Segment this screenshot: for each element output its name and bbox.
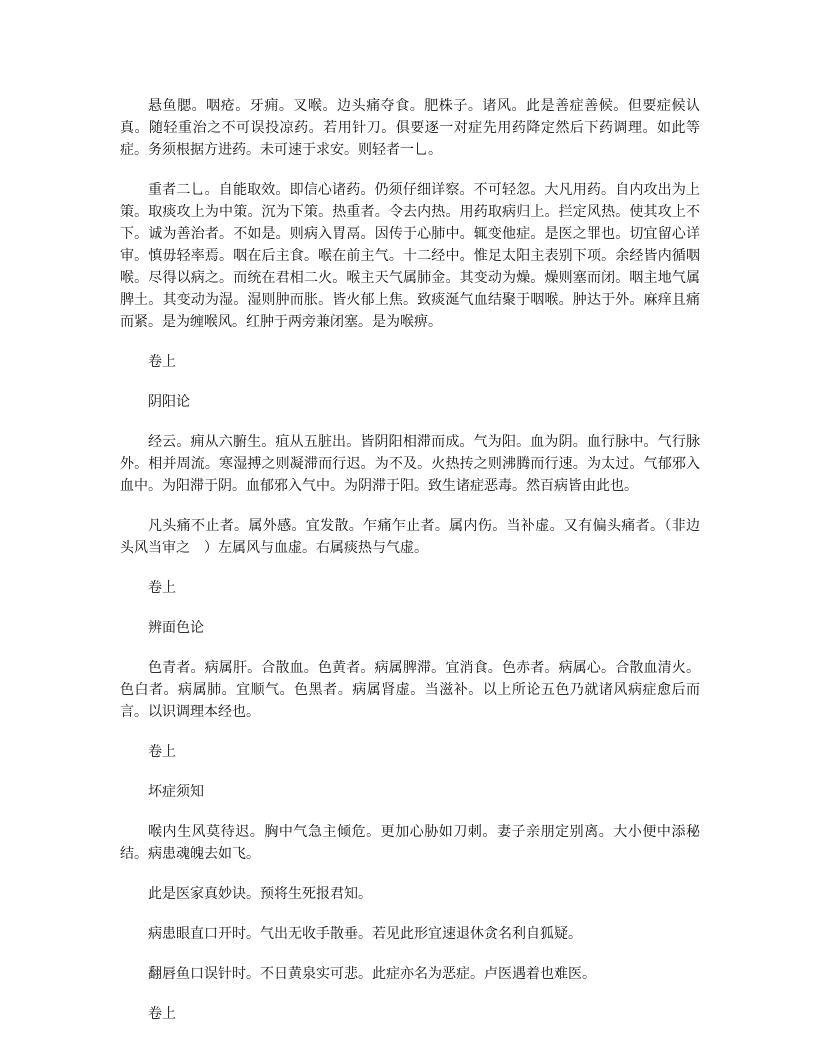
- paragraph: 病患眼直口开时。气出无收手散垂。若见此形宜速退休贪名利自狐疑。: [148, 926, 582, 942]
- volume-label: 卷上: [148, 1006, 176, 1022]
- section-title: 坏症须知: [148, 784, 204, 800]
- paragraph: 此是医家真妙诀。预将生死报君知。: [148, 886, 372, 902]
- section-title: 阴阳论: [148, 394, 190, 410]
- paragraph: 喉内生风莫待迟。胸中气急主倾危。更加心胁如刀刺。妻子亲朋定别离。大小便中添秘结。病患魂魄去如飞。: [120, 824, 700, 862]
- volume-label: 卷上: [148, 744, 176, 760]
- volume-label: 卷上: [148, 580, 176, 596]
- paragraph: 经云。痈从六腑生。疽从五脏出。皆阴阳相滞而成。气为阳。血为阴。血行脉中。气行脉外。相并周流。寒湿搏之则凝滞而行迟。为不及。火热抟之则沸腾而行速。为太过。气郁邪入血中。为阳滞于阴。血郁邪入气中。为阴滞于阳。致生诸症恶毒。然百病皆由此也。: [120, 434, 700, 494]
- paragraph: 色青者。病属肝。合散血。色黄者。病属脾滞。宜消食。色赤者。病属心。合散血清火。色白者。病属肺。宜顺气。色黑者。病属肾虚。当滋补。以上所论五色乃就诸风病症愈后而言。以识调理本经也。: [120, 660, 700, 720]
- paragraph: 凡头痛不止者。属外感。宜发散。乍痛乍止者。属内伤。当补虚。又有偏头痛者。（非边头风当审之 ）左属风与血虚。右属痰热与气虚。: [120, 518, 700, 556]
- volume-label: 卷上: [148, 354, 176, 370]
- document-page: [120, 95, 700, 1043]
- paragraph: 重者二乚。自能取效。即信心诸药。仍须仔细详察。不可轻忽。大凡用药。自内攻出为上策。取痰攻上为中策。沉为下策。热重者。令去内热。用药取病归上。拦定风热。使其攻上不下。诚为善治者。不如是。则病入胃鬲。因传于心肺中。辄变他症。是医之罪也。切宜留心详审。慎毋轻率焉。咽在后主食。喉在前主气。十二经中。惟足太阳主表别下项。余经皆内循咽喉。尽得以病之。而统在君相二火。喉主天气属肺金。其变动为燥。燥则塞而闭。咽主地气属脾土。其变动为湿。湿则肿而胀。皆火郁上焦。致痰涎气血结聚于咽喉。肿达于外。麻痒且痛而紧。是为缠喉风。红肿于两旁兼闭塞。是为喉痹。: [120, 182, 700, 330]
- section-title: 辨面色论: [148, 620, 204, 636]
- paragraph: 翻唇鱼口误针时。不日黄泉实可悲。此症亦名为恶症。卢医遇着也难医。: [148, 966, 596, 982]
- paragraph: 悬鱼腮。咽疮。牙痈。叉喉。边头痛夺食。肥株子。诸风。此是善症善候。但要症候认真。随轻重治之不可误投凉药。若用针刀。俱要逐一对症先用药降定然后下药调理。如此等症。务须根据方进药。未可速于求安。则轻者一乚。: [120, 98, 700, 158]
